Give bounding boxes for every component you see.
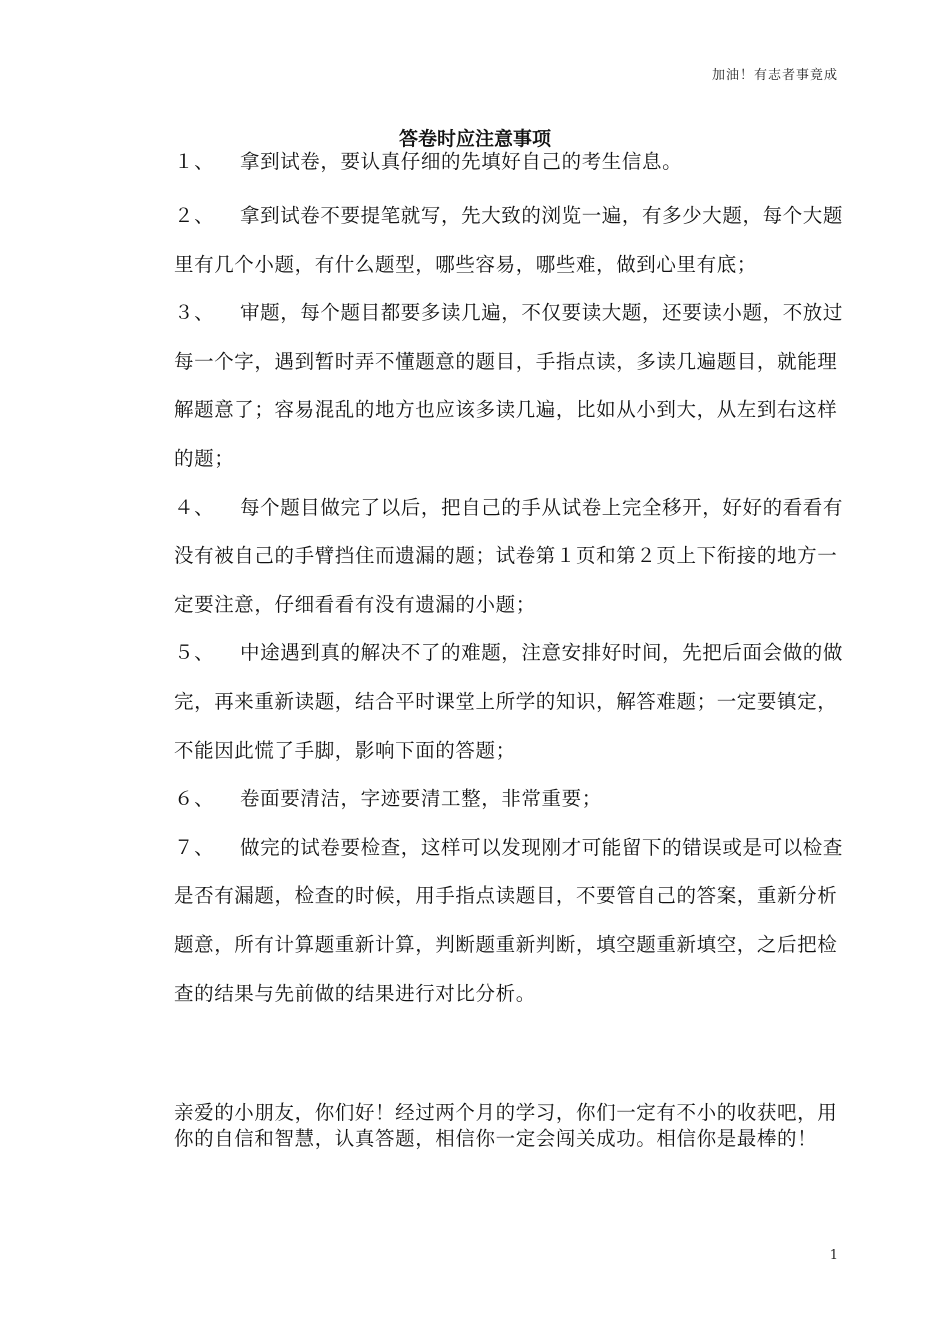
closing-paragraph: 亲爱的小朋友，你们好！经过两个月的学习，你们一定有不小的收获吧，用你的自信和智慧，认真答题，相信你一定会闯关成功。相信你是最棒的！: [174, 1101, 838, 1150]
item-number: ７、: [174, 835, 215, 859]
page-title: 答卷时应注意事项: [398, 128, 551, 150]
notice-list: [174, 148, 854, 1018]
list-item-2: [174, 192, 854, 289]
item-text: 拿到试卷不要提笔就写，先大致的浏览一遍，有多少大题，每个大题里有几个小题，有什么题型，哪些容易，哪些难，做到心里有底；: [174, 204, 844, 276]
item-number: ６、: [174, 787, 215, 811]
header-motto: 加油！有志者事竟成: [711, 68, 838, 83]
list-item-4: [174, 484, 854, 630]
item-number: ４、: [174, 495, 215, 519]
item-number: ３、: [174, 301, 215, 325]
item-text: 做完的试卷要检查，这样可以发现刚才可能留下的错误或是可以检查是否有漏题，检查的时候，用手指点读题目，不要管自己的答案，重新分析题意，所有计算题重新计算，判断题重新判断，填空题重新填空，之后把检查的结果与先前做的结果进行对比分析。: [174, 835, 844, 1005]
list-item-5: [174, 629, 854, 775]
item-text: 拿到试卷，要认真仔细的先填好自己的考生信息。: [240, 150, 683, 173]
list-item-7: [174, 824, 854, 1018]
list-item-1: [174, 148, 854, 176]
item-text: 每个题目做完了以后，把自己的手从试卷上完全移开，好好的看看有没有被自己的手臂挡住而遗漏的题；试卷第１页和第２页上下衔接的地方一定要注意，仔细看看有没有遗漏的小题；: [174, 495, 844, 616]
item-number: ２、: [174, 204, 215, 227]
item-text: 中途遇到真的解决不了的难题，注意安排好时间，先把后面会做的做完，再来重新读题，结合平时课堂上所学的知识，解答难题；一定要镇定，不能因此慌了手脚，影响下面的答题；: [174, 641, 844, 762]
page-number: 1: [829, 1248, 838, 1263]
list-item-3: [174, 289, 854, 483]
item-text: 卷面要清洁，字迹要清工整，非常重要；: [240, 787, 602, 811]
item-number: ５、: [174, 641, 215, 665]
list-item-6: [174, 775, 854, 824]
item-text: 审题，每个题目都要多读几遍，不仅要读大题，还要读小题，不放过每一个字，遇到暂时弄不懂题意的题目，手指点读，多读几遍题目，就能理解题意了；容易混乱的地方也应该多读几遍，比如从小到大，从左到右这样的题；: [174, 301, 844, 470]
item-number: １、: [174, 150, 215, 173]
